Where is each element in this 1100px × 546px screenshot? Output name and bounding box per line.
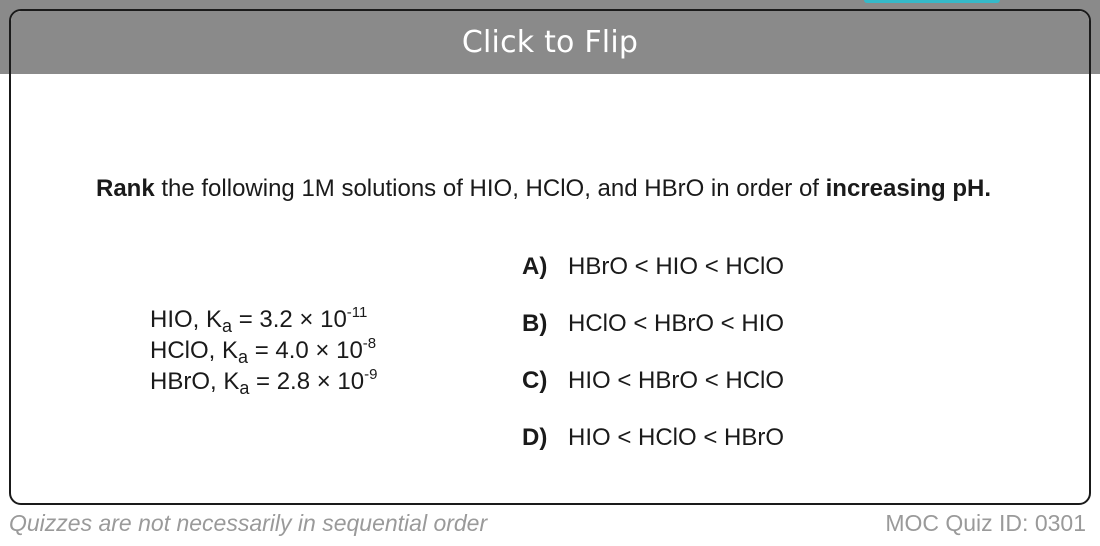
question-text [96,174,996,204]
option-letter: A) [522,253,548,280]
option-text: HBrO < HIO < HClO [568,253,785,280]
option-text: HIO < HClO < HBrO [568,424,785,451]
option-text: HClO < HBrO < HIO [568,310,785,337]
option-letter: D) [522,424,548,451]
question-bold-increasing-ph: increasing pH. [825,175,992,202]
answer-options [522,253,784,481]
ka-constant-row: HBrO, $K_a = 2.8 \times 10^{-9}$ [150,366,378,398]
click-to-flip-label: Click to Flip [461,25,639,60]
ka-constants-list [150,304,377,397]
option-letter: C) [522,367,548,394]
footer-disclaimer: Quizzes are not necessarily in sequential order [9,510,488,536]
question-bold-rank: Rank [96,175,155,202]
option-a[interactable] [522,253,784,310]
option-text: HIO < HBrO < HClO [568,367,785,394]
ka-constant-row: HClO, $K_a = 4.0 \times 10^{-8}$ [150,335,377,367]
quiz-id: MOC Quiz ID: 0301 [885,510,1086,536]
question-body: the following 1M solutions of HIO, HClO, and HBrO in order of [154,175,826,202]
click-to-flip-button[interactable] [11,11,1089,74]
option-c[interactable] [522,367,784,424]
top-accent-tab [864,0,1000,3]
option-letter: B) [522,310,548,337]
option-b[interactable] [522,310,784,367]
ka-constant-row: HIO, $K_a = 3.2 \times 10^{-11}$ [150,304,368,336]
option-d[interactable] [522,424,784,481]
